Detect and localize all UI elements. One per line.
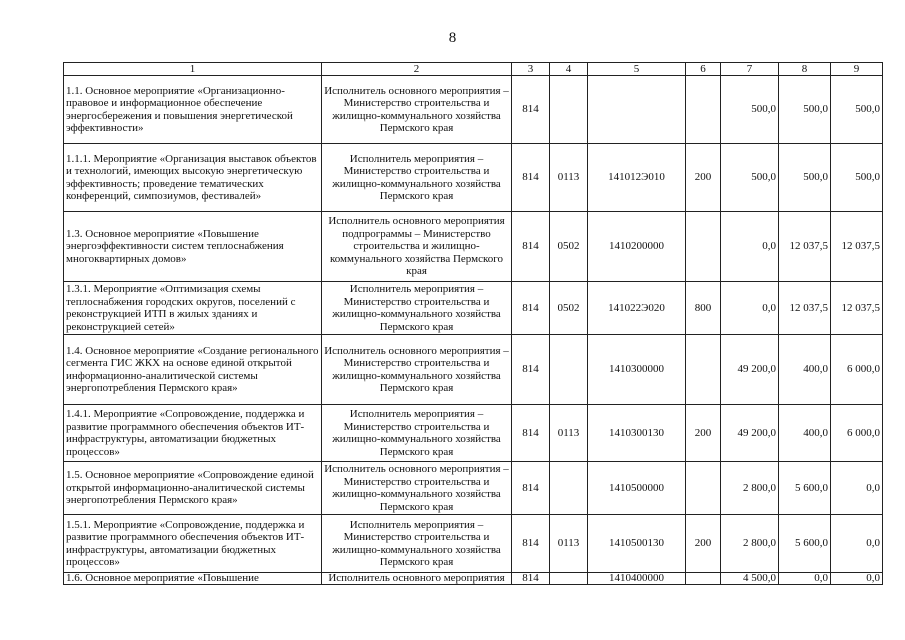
amount-8-cell: 5 600,0 <box>779 462 831 515</box>
activity-name-cell: 1.6. Основное мероприятие «Повышение <box>64 573 322 585</box>
table-row <box>64 144 883 212</box>
code-4-cell: 0113 <box>550 144 588 212</box>
table-row <box>64 335 883 405</box>
table-row <box>64 462 883 515</box>
amount-7-cell: 4 500,0 <box>721 573 779 585</box>
header-col-4: 4 <box>550 63 588 76</box>
code-3-cell: 814 <box>512 212 550 282</box>
table-row <box>64 573 883 585</box>
amount-7-cell: 0,0 <box>721 212 779 282</box>
amount-7-cell: 2 800,0 <box>721 515 779 573</box>
header-col-6: 6 <box>686 63 721 76</box>
amount-8-cell: 400,0 <box>779 405 831 462</box>
code-5-cell <box>588 76 686 144</box>
executor-cell: Исполнитель основного мероприятия подпрограммы – Министерство строительства и жилищно-коммунального хозяйства Пермского края <box>322 212 512 282</box>
code-6-cell <box>686 462 721 515</box>
table-row <box>64 282 883 335</box>
amount-8-cell: 500,0 <box>779 144 831 212</box>
budget-table <box>63 62 883 585</box>
code-5-cell: 1410200000 <box>588 212 686 282</box>
header-col-2: 2 <box>322 63 512 76</box>
activity-name-cell: 1.5. Основное мероприятие «Сопровождение единой открытой информационно-аналитической системы энергопотребления Пермского края» <box>64 462 322 515</box>
code-3-cell: 814 <box>512 573 550 585</box>
amount-9-cell: 6 000,0 <box>831 405 883 462</box>
code-3-cell: 814 <box>512 144 550 212</box>
executor-cell: Исполнитель основного мероприятия – Министерство строительства и жилищно-коммунального хозяйства Пермского края <box>322 76 512 144</box>
header-col-5: 5 <box>588 63 686 76</box>
amount-7-cell: 500,0 <box>721 144 779 212</box>
code-3-cell: 814 <box>512 282 550 335</box>
amount-8-cell: 12 037,5 <box>779 282 831 335</box>
table-row <box>64 212 883 282</box>
amount-9-cell: 12 037,5 <box>831 282 883 335</box>
code-4-cell: 0502 <box>550 212 588 282</box>
code-6-cell: 200 <box>686 515 721 573</box>
amount-9-cell: 6 000,0 <box>831 335 883 405</box>
amount-9-cell: 0,0 <box>831 573 883 585</box>
header-col-7: 7 <box>721 63 779 76</box>
code-5-cell: 1410400000 <box>588 573 686 585</box>
code-5-cell: 1410300130 <box>588 405 686 462</box>
code-5-cell: 141012Э010 <box>588 144 686 212</box>
code-6-cell <box>686 76 721 144</box>
amount-8-cell: 400,0 <box>779 335 831 405</box>
header-row <box>64 63 883 76</box>
code-3-cell: 814 <box>512 405 550 462</box>
activity-name-cell: 1.3.1. Мероприятие «Оптимизация схемы теплоснабжения городских округов, поселений с реконструкцией ИТП в жилых зданиях и реконструкцией сетей» <box>64 282 322 335</box>
code-4-cell: 0113 <box>550 405 588 462</box>
activity-name-cell: 1.1.1. Мероприятие «Организация выставок объектов и технологий, имеющих высокую энергетическую эффективность; проведение тематических конференций, симпозиумов, фестивалей» <box>64 144 322 212</box>
code-4-cell: 0502 <box>550 282 588 335</box>
code-4-cell: 0113 <box>550 515 588 573</box>
executor-cell: Исполнитель основного мероприятия <box>322 573 512 585</box>
table-row <box>64 76 883 144</box>
page-number: 8 <box>448 30 457 46</box>
code-4-cell <box>550 573 588 585</box>
amount-7-cell: 2 800,0 <box>721 462 779 515</box>
header-col-3: 3 <box>512 63 550 76</box>
header-col-8: 8 <box>779 63 831 76</box>
code-6-cell: 800 <box>686 282 721 335</box>
executor-cell: Исполнитель мероприятия – Министерство строительства и жилищно-коммунального хозяйства Пермского края <box>322 405 512 462</box>
activity-name-cell: 1.3. Основное мероприятие «Повышение энергоэффективности систем теплоснабжения многоквартирных домов» <box>64 212 322 282</box>
code-5-cell: 1410500000 <box>588 462 686 515</box>
executor-cell: Исполнитель мероприятия – Министерство строительства и жилищно-коммунального хозяйства Пермского края <box>322 515 512 573</box>
table-body <box>64 76 883 585</box>
amount-7-cell: 49 200,0 <box>721 335 779 405</box>
executor-cell: Исполнитель основного мероприятия – Министерство строительства и жилищно-коммунального хозяйства Пермского края <box>322 462 512 515</box>
code-4-cell <box>550 76 588 144</box>
code-3-cell: 814 <box>512 76 550 144</box>
table-row <box>64 515 883 573</box>
header-col-9: 9 <box>831 63 883 76</box>
amount-9-cell: 500,0 <box>831 76 883 144</box>
code-5-cell: 141022Э020 <box>588 282 686 335</box>
amount-8-cell: 0,0 <box>779 573 831 585</box>
executor-cell: Исполнитель основного мероприятия – Министерство строительства и жилищно-коммунального хозяйства Пермского края <box>322 335 512 405</box>
amount-9-cell: 0,0 <box>831 462 883 515</box>
amount-7-cell: 49 200,0 <box>721 405 779 462</box>
code-3-cell: 814 <box>512 335 550 405</box>
code-6-cell <box>686 212 721 282</box>
code-5-cell: 1410300000 <box>588 335 686 405</box>
activity-name-cell: 1.4.1. Мероприятие «Сопровождение, поддержка и развитие программного обеспечения объектов ИТ-инфраструктуры, автоматизации бюджетных процессов» <box>64 405 322 462</box>
code-6-cell: 200 <box>686 144 721 212</box>
executor-cell: Исполнитель мероприятия – Министерство строительства и жилищно-коммунального хозяйства Пермского края <box>322 282 512 335</box>
code-3-cell: 814 <box>512 462 550 515</box>
code-6-cell: 200 <box>686 405 721 462</box>
code-6-cell <box>686 573 721 585</box>
amount-8-cell: 5 600,0 <box>779 515 831 573</box>
amount-7-cell: 500,0 <box>721 76 779 144</box>
activity-name-cell: 1.1. Основное мероприятие «Организационно-правовое и информационное обеспечение энергосбережения и повышения энергетической эффективности» <box>64 76 322 144</box>
activity-name-cell: 1.4. Основное мероприятие «Создание регионального сегмента ГИС ЖКХ на основе единой открытой информационно-аналитической системы энергопотребления Пермского края» <box>64 335 322 405</box>
amount-9-cell: 500,0 <box>831 144 883 212</box>
amount-9-cell: 0,0 <box>831 515 883 573</box>
code-5-cell: 1410500130 <box>588 515 686 573</box>
header-col-1: 1 <box>64 63 322 76</box>
table-row <box>64 405 883 462</box>
amount-7-cell: 0,0 <box>721 282 779 335</box>
activity-name-cell: 1.5.1. Мероприятие «Сопровождение, поддержка и развитие программного обеспечения объектов ИТ-инфраструктуры, автоматизации бюджетных процессов» <box>64 515 322 573</box>
code-4-cell <box>550 335 588 405</box>
code-3-cell: 814 <box>512 515 550 573</box>
amount-8-cell: 12 037,5 <box>779 212 831 282</box>
amount-8-cell: 500,0 <box>779 76 831 144</box>
code-4-cell <box>550 462 588 515</box>
amount-9-cell: 12 037,5 <box>831 212 883 282</box>
code-6-cell <box>686 335 721 405</box>
executor-cell: Исполнитель мероприятия – Министерство строительства и жилищно-коммунального хозяйства Пермского края <box>322 144 512 212</box>
